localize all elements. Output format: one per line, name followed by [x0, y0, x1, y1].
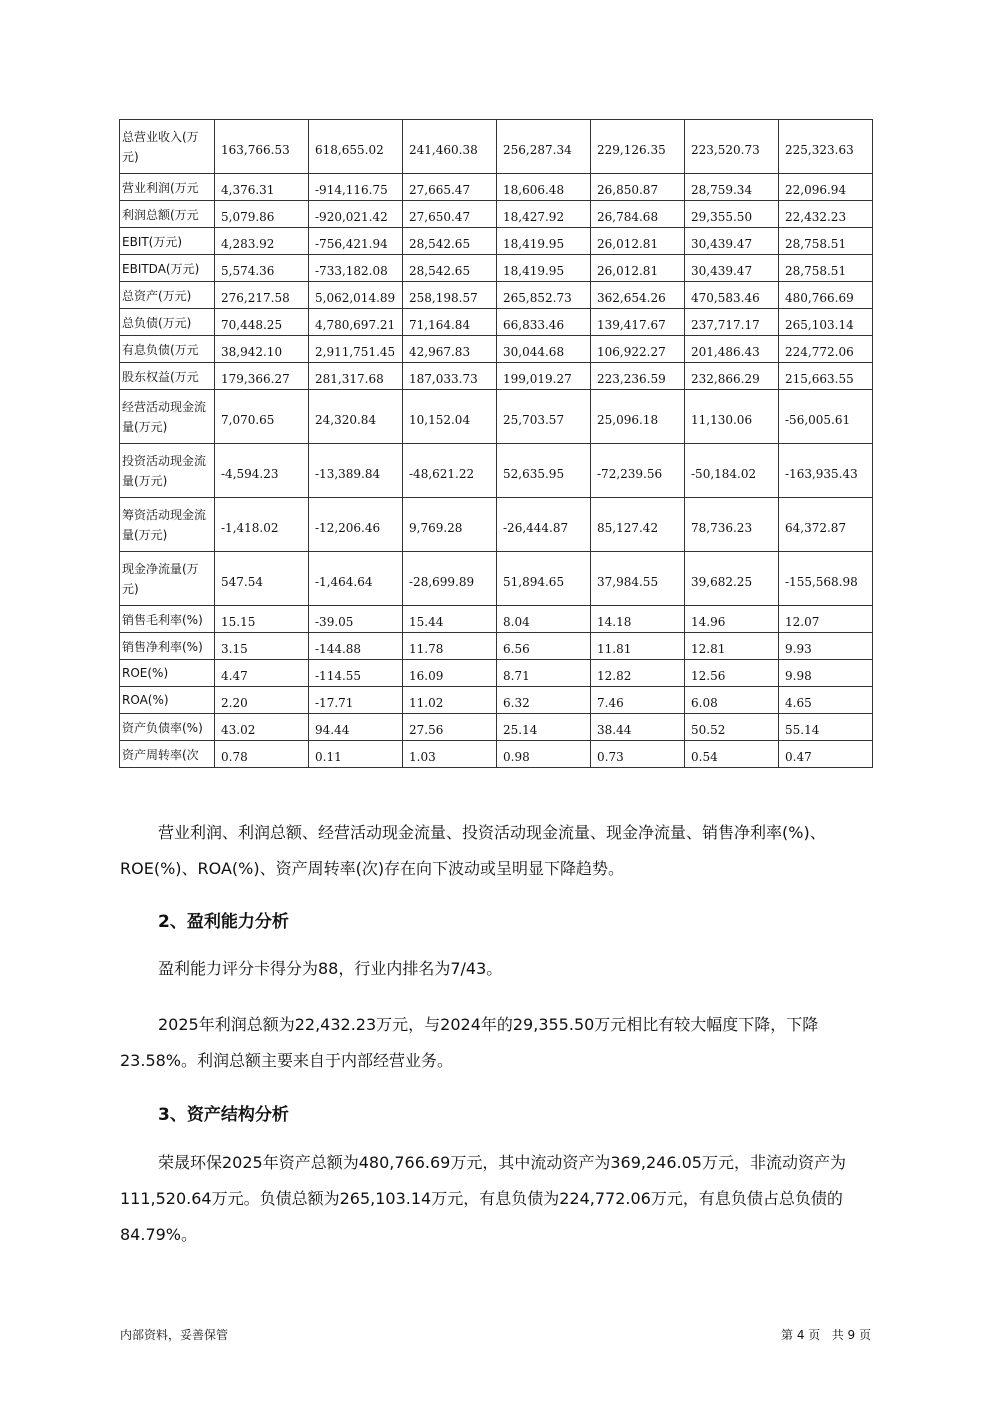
table-cell: 28,542.65: [403, 228, 497, 255]
table-cell: 281,317.68: [309, 363, 403, 390]
table-cell: 24,320.84: [309, 390, 403, 444]
table-cell: 224,772.06: [779, 336, 873, 363]
table-cell: 179,366.27: [215, 363, 309, 390]
table-cell: 55.14: [779, 714, 873, 741]
row-label: ROE(%): [120, 660, 215, 687]
table-cell: 22,096.94: [779, 174, 873, 201]
table-cell: 38.44: [591, 714, 685, 741]
table-cell: 94.44: [309, 714, 403, 741]
table-row: [120, 174, 873, 201]
table-cell: 139,417.67: [591, 309, 685, 336]
table-cell: 38,942.10: [215, 336, 309, 363]
table-cell: 265,852.73: [497, 282, 591, 309]
table-cell: -920,021.42: [309, 201, 403, 228]
table-cell: 362,654.26: [591, 282, 685, 309]
table-cell: 30,044.68: [497, 336, 591, 363]
table-cell: 18,427.92: [497, 201, 591, 228]
table-cell: -50,184.02: [685, 444, 779, 498]
table-cell: 547.54: [215, 552, 309, 606]
table-cell: 25,703.57: [497, 390, 591, 444]
table-row: [120, 498, 873, 552]
table-cell: 2.20: [215, 687, 309, 714]
table-cell: 28,542.65: [403, 255, 497, 282]
table-cell: 7.46: [591, 687, 685, 714]
table-cell: 4.47: [215, 660, 309, 687]
row-label: 营业利润(万元: [120, 174, 215, 201]
row-label: 筹资活动现金流量(万元): [120, 498, 215, 552]
table-cell: 11.81: [591, 633, 685, 660]
table-cell: 28,758.51: [779, 228, 873, 255]
table-row: [120, 741, 873, 768]
row-label: 资产周转率(次: [120, 741, 215, 768]
table-cell: -12,206.46: [309, 498, 403, 552]
table-cell: 223,236.59: [591, 363, 685, 390]
table-cell: 4,283.92: [215, 228, 309, 255]
financial-data-table: [119, 119, 873, 768]
table-row: [120, 606, 873, 633]
row-label: 销售毛利率(%): [120, 606, 215, 633]
row-label: 总营业收入(万元): [120, 120, 215, 174]
table-cell: 11,130.06: [685, 390, 779, 444]
table-cell: 4,780,697.21: [309, 309, 403, 336]
table-row: [120, 336, 873, 363]
table-cell: 22,432.23: [779, 201, 873, 228]
row-label: 有息负债(万元: [120, 336, 215, 363]
table-cell: -914,116.75: [309, 174, 403, 201]
table-cell: 10,152.04: [403, 390, 497, 444]
table-cell: 26,784.68: [591, 201, 685, 228]
table-cell: 258,198.57: [403, 282, 497, 309]
table-row: [120, 228, 873, 255]
row-label: EBITDA(万元): [120, 255, 215, 282]
table-cell: -1,464.64: [309, 552, 403, 606]
table-cell: 15.15: [215, 606, 309, 633]
table-cell: -114.55: [309, 660, 403, 687]
table-cell: -39.05: [309, 606, 403, 633]
table-row: [120, 552, 873, 606]
table-cell: 8.04: [497, 606, 591, 633]
table-cell: 1.03: [403, 741, 497, 768]
table-cell: 232,866.29: [685, 363, 779, 390]
table-cell: 70,448.25: [215, 309, 309, 336]
table-cell: 12.81: [685, 633, 779, 660]
row-label: 现金净流量(万元): [120, 552, 215, 606]
table-cell: 30,439.47: [685, 228, 779, 255]
table-cell: -17.71: [309, 687, 403, 714]
table-cell: 25,096.18: [591, 390, 685, 444]
row-label: 销售净利率(%): [120, 633, 215, 660]
table-cell: 14.96: [685, 606, 779, 633]
table-cell: 256,287.34: [497, 120, 591, 174]
table-row: [120, 714, 873, 741]
table-cell: 29,355.50: [685, 201, 779, 228]
table-cell: 26,012.81: [591, 228, 685, 255]
table-cell: 42,967.83: [403, 336, 497, 363]
table-row: [120, 282, 873, 309]
row-label: EBIT(万元): [120, 228, 215, 255]
table-cell: 5,574.36: [215, 255, 309, 282]
table-cell: 26,012.81: [591, 255, 685, 282]
table-cell: 237,717.17: [685, 309, 779, 336]
footer-page-number: 第 4 页 共 9 页: [781, 1328, 871, 1342]
table-cell: 27.56: [403, 714, 497, 741]
table-cell: 71,164.84: [403, 309, 497, 336]
table-cell: 43.02: [215, 714, 309, 741]
table-cell: 0.47: [779, 741, 873, 768]
table-cell: 241,460.38: [403, 120, 497, 174]
table-cell: 12.07: [779, 606, 873, 633]
table-cell: 4,376.31: [215, 174, 309, 201]
table-cell: 14.18: [591, 606, 685, 633]
table-cell: 30,439.47: [685, 255, 779, 282]
row-label: 投资活动现金流量(万元): [120, 444, 215, 498]
table-cell: 52,635.95: [497, 444, 591, 498]
table-cell: -756,421.94: [309, 228, 403, 255]
table-cell: 106,922.27: [591, 336, 685, 363]
table-cell: -72,239.56: [591, 444, 685, 498]
profitability-score-paragraph: 盈利能力评分卡得分为88，行业内排名为7/43。: [158, 959, 503, 978]
summary-paragraph: 营业利润、利润总额、经营活动现金流量、投资活动现金流量、现金净流量、销售净利率(%)、ROE(%)、ROA(%)、资产周转率(次)存在向下波动或呈明显下降趋势。: [120, 823, 826, 878]
table-cell: 6.08: [685, 687, 779, 714]
table-cell: -155,568.98: [779, 552, 873, 606]
table-row: [120, 201, 873, 228]
table-cell: 4.65: [779, 687, 873, 714]
row-label: 利润总额(万元: [120, 201, 215, 228]
table-cell: 223,520.73: [685, 120, 779, 174]
section-heading-asset-structure: 3、资产结构分析: [158, 1105, 289, 1125]
table-cell: 201,486.43: [685, 336, 779, 363]
row-label: ROA(%): [120, 687, 215, 714]
table-cell: 27,665.47: [403, 174, 497, 201]
table-cell: -28,699.89: [403, 552, 497, 606]
table-cell: -1,418.02: [215, 498, 309, 552]
table-cell: 3.15: [215, 633, 309, 660]
table-row: [120, 660, 873, 687]
row-label: 股东权益(万元: [120, 363, 215, 390]
profit-total-paragraph: 2025年利润总额为22,432.23万元，与2024年的29,355.50万元相比有较大幅度下降，下降23.58%。利润总额主要来自于内部经营业务。: [120, 1015, 819, 1070]
table-cell: 5,079.86: [215, 201, 309, 228]
table-cell: 225,323.63: [779, 120, 873, 174]
table-cell: 0.73: [591, 741, 685, 768]
table-cell: 16.09: [403, 660, 497, 687]
table-cell: 78,736.23: [685, 498, 779, 552]
table-cell: 215,663.55: [779, 363, 873, 390]
row-label: 经营活动现金流量(万元): [120, 390, 215, 444]
table-cell: 7,070.65: [215, 390, 309, 444]
table-cell: 8.71: [497, 660, 591, 687]
table-row: [120, 633, 873, 660]
table-cell: 15.44: [403, 606, 497, 633]
table-cell: 0.98: [497, 741, 591, 768]
table-cell: 6.32: [497, 687, 591, 714]
table-cell: 229,126.35: [591, 120, 685, 174]
table-cell: 18,419.95: [497, 255, 591, 282]
asset-structure-paragraph: 荣晟环保2025年资产总额为480,766.69万元，其中流动资产为369,246.05万元，非流动资产为111,520.64万元。负债总额为265,103.14万元，有息负债为224,772.06万元，有息负债占总负债的84.79%。: [120, 1153, 846, 1244]
table-cell: 470,583.46: [685, 282, 779, 309]
table-cell: 51,894.65: [497, 552, 591, 606]
table-cell: 187,033.73: [403, 363, 497, 390]
table-cell: 27,650.47: [403, 201, 497, 228]
table-cell: -733,182.08: [309, 255, 403, 282]
table-row: [120, 444, 873, 498]
table-cell: 28,759.34: [685, 174, 779, 201]
table-row: [120, 687, 873, 714]
footer-confidential-note: 内部资料，妥善保管: [120, 1328, 229, 1342]
table-cell: -26,444.87: [497, 498, 591, 552]
table-row: [120, 309, 873, 336]
table-cell: 9.93: [779, 633, 873, 660]
row-label: 总资产(万元): [120, 282, 215, 309]
table-cell: -163,935.43: [779, 444, 873, 498]
table-cell: 480,766.69: [779, 282, 873, 309]
table-cell: 163,766.53: [215, 120, 309, 174]
table-row: [120, 120, 873, 174]
table-cell: 0.11: [309, 741, 403, 768]
table-cell: -4,594.23: [215, 444, 309, 498]
table-cell: 64,372.87: [779, 498, 873, 552]
table-cell: 26,850.87: [591, 174, 685, 201]
table-cell: 28,758.51: [779, 255, 873, 282]
table-row: [120, 363, 873, 390]
table-cell: -56,005.61: [779, 390, 873, 444]
table-cell: 9.98: [779, 660, 873, 687]
table-cell: 66,833.46: [497, 309, 591, 336]
table-cell: 18,419.95: [497, 228, 591, 255]
table-row: [120, 390, 873, 444]
table-cell: 5,062,014.89: [309, 282, 403, 309]
table-cell: 11.78: [403, 633, 497, 660]
row-label: 总负债(万元): [120, 309, 215, 336]
table-cell: 6.56: [497, 633, 591, 660]
table-cell: 0.54: [685, 741, 779, 768]
table-cell: 18,606.48: [497, 174, 591, 201]
table-cell: 2,911,751.45: [309, 336, 403, 363]
table-body: [120, 120, 873, 768]
table-cell: -13,389.84: [309, 444, 403, 498]
section-heading-profitability: 2、盈利能力分析: [158, 912, 289, 932]
table-cell: 199,019.27: [497, 363, 591, 390]
table-row: [120, 255, 873, 282]
table-cell: 618,655.02: [309, 120, 403, 174]
table-cell: 11.02: [403, 687, 497, 714]
table-cell: -144.88: [309, 633, 403, 660]
table-cell: 39,682.25: [685, 552, 779, 606]
table-cell: 0.78: [215, 741, 309, 768]
table-cell: 9,769.28: [403, 498, 497, 552]
table-cell: 25.14: [497, 714, 591, 741]
table-cell: 85,127.42: [591, 498, 685, 552]
row-label: 资产负债率(%): [120, 714, 215, 741]
table-cell: 12.56: [685, 660, 779, 687]
table-cell: 50.52: [685, 714, 779, 741]
table-cell: 37,984.55: [591, 552, 685, 606]
table-cell: 12.82: [591, 660, 685, 687]
table-cell: 276,217.58: [215, 282, 309, 309]
table-cell: -48,621.22: [403, 444, 497, 498]
table-cell: 265,103.14: [779, 309, 873, 336]
